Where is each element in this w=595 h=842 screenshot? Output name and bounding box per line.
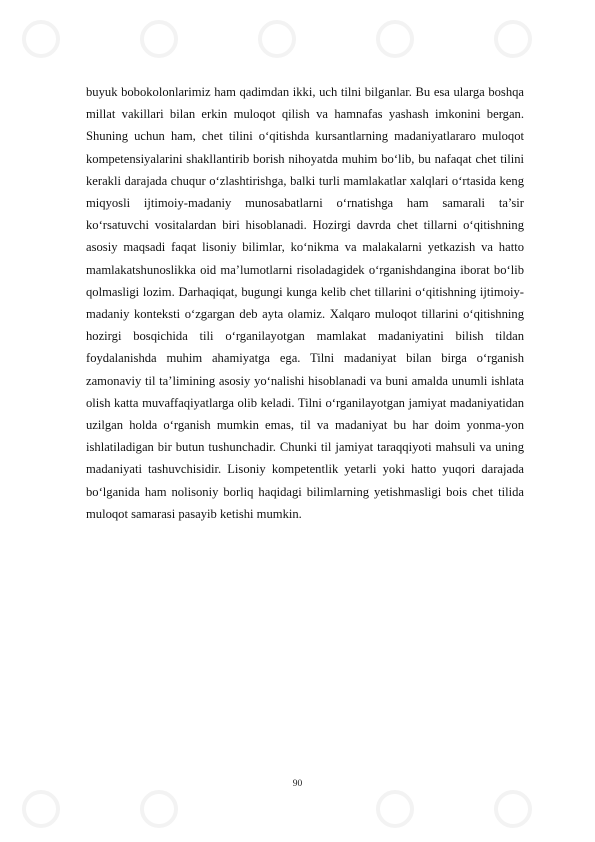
page-number: 90 [292,779,303,789]
watermark-mark [140,790,178,828]
watermark-mark [140,20,178,58]
body-paragraph: buyuk bobokolonlarimiz ham qadimdan ikki, uch tilni bilganlar. Bu esa ularga boshqa millat vakillari bilan erkin muloqot qilish va hamnafas yashash imkonini bergan. Shuning uchun ham, chet tilini o‘qitishda kursantlarning madaniyatlararo muloqot kompetensiyalarini shakllantirib borish nihoyatda muhim bo‘lib, bu nafaqat chet tilini kerakli darajada chuqur o‘zlashtirishga, balki turli mamlakatlar xalqlari o‘rtasida keng miqyosli ijtimoiy-madaniy munosabatlarni o‘rnatishga ham samarali ta’sir ko‘rsatuvchi vositalardan biri hisoblanadi. Hozirgi davrda chet tillarni o‘qitishning asosiy maqsadi faqat lisoniy bilimlar, ko‘nikma va malakalarni yetkazish va hatto mamlakatshunoslikka oid ma’lumotlarni risoladagidek o‘rganishdangina iborat bo‘lib qolmasligi lozim. Darhaqiqat, bugungi kunga kelib chet tillarini o‘qitishning ijtimoiy-madaniy konteksti o‘zgargan deb ayta olamiz. Xalqaro muloqot tillarini o‘qitishning hozirgi bosqichida tili o‘rganilayotgan mamlakat madaniyatini bilish tildan foydalanishda muhim ahamiyatga ega. Tilni madaniyat bilan birga o‘rganish zamonaviy til ta’limining asosiy yo‘nalishi hisoblanadi va buni amalda unumli ishlata olish katta muvaffaqiyatlarga olib keladi. Tilni o‘rganilayotgan jamiyat madaniyatidan uzilgan holda o‘rganish mumkin emas, til va madaniyat bu har doim yonma-yon ishlatiladigan bir butun tushunchadir. Chunki til jamiyat taraqqiyoti mahsuli va uning madaniyati tashuvchisidir. Lisoniy kompetentlik yetarli yoki hatto yuqori darajada bo‘lganida ham nolisoniy borliq haqidagi bilimlarning yetishmasligi bois chet tilida muloqot samarasi pasayib ketishi mumkin. [86,85,524,521]
watermark-mark [494,790,532,828]
watermark-mark [494,20,532,58]
watermark-mark [376,790,414,828]
watermark-mark [22,790,60,828]
watermark-mark [22,20,60,58]
watermark-mark [376,20,414,58]
watermark-mark [258,20,296,58]
